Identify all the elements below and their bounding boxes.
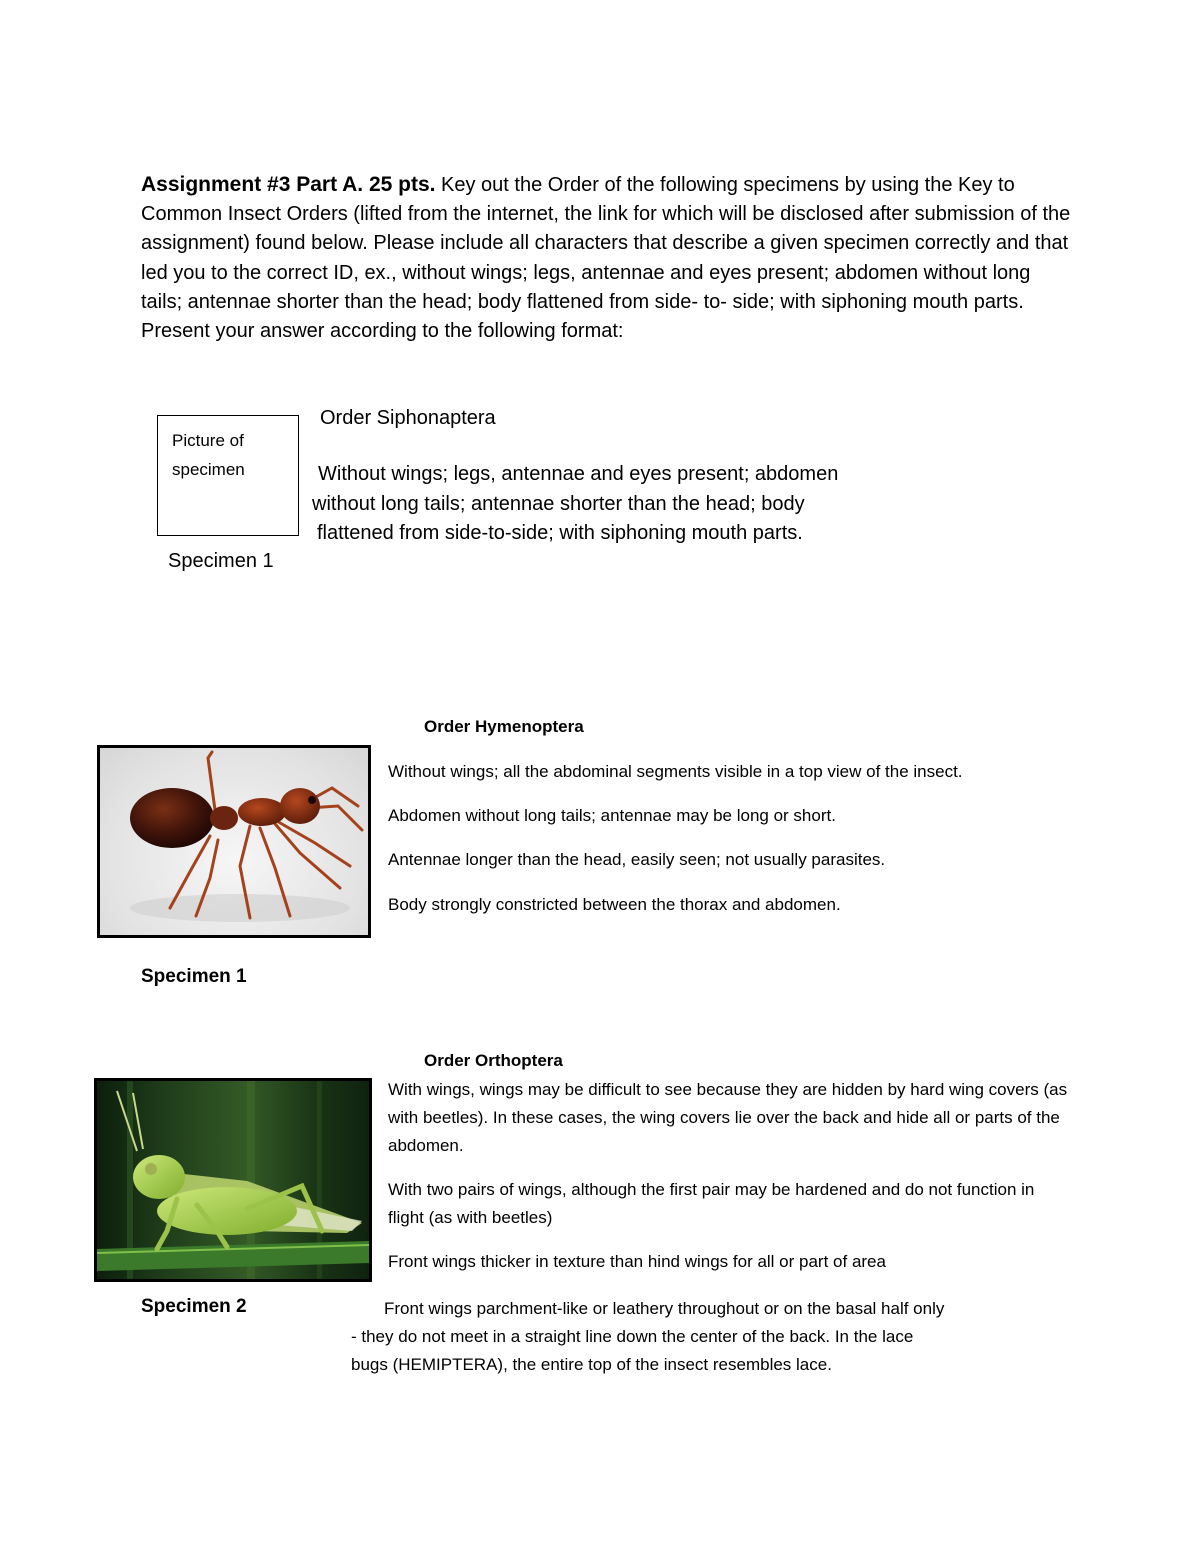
specimen1-order: Order Hymenoptera xyxy=(424,717,584,736)
specimen1-char-3: Antennae longer than the head, easily seen; not usually parasites. xyxy=(388,850,886,869)
assignment-instructions xyxy=(141,170,1071,346)
specimen1-char-2: Abdomen without long tails; antennae may be long or short. xyxy=(388,806,836,825)
specimen1-label: Specimen 1 xyxy=(141,966,247,987)
specimen2-final-line: Front wings parchment-like or leathery throughout or on the basal half only xyxy=(384,1299,945,1318)
specimen2-char-2: With two pairs of wings, although the first pair may be hardened and do not function in flight (as with beetles) xyxy=(388,1180,1035,1227)
example-desc-line: without long tails; antennae shorter than the head; body xyxy=(312,492,805,515)
specimen2-order: Order Orthoptera xyxy=(424,1051,563,1070)
example-desc-line: flattened from side-to-side; with siphoning mouth parts. xyxy=(317,522,803,544)
assignment-title: Assignment #3 Part A. 25 pts. xyxy=(141,173,436,196)
specimen2-final-line: bugs (HEMIPTERA), the entire top of the insect resembles lace. xyxy=(351,1355,832,1374)
specimen2-final-line: - they do not meet in a straight line down the center of the back. In the lace xyxy=(351,1327,914,1346)
example-description xyxy=(312,460,912,549)
specimen1-char-1: Without wings; all the abdominal segments visible in a top view of the insect. xyxy=(388,762,963,781)
specimen1-characters xyxy=(388,758,1038,919)
example-specimen-label: Specimen 1 xyxy=(168,550,274,572)
example-order-name: Order Siphonaptera xyxy=(320,407,496,429)
specimen2-final-character xyxy=(351,1295,1071,1379)
specimen2-char-3: Front wings thicker in texture than hind wings for all or part of area xyxy=(388,1252,886,1271)
specimen2-characters xyxy=(388,1076,1068,1276)
example-picture-box xyxy=(157,415,299,536)
specimen1-char-4: Body strongly constricted between the thorax and abdomen. xyxy=(388,895,841,914)
specimen2-label: Specimen 2 xyxy=(141,1296,247,1317)
specimen2-char-1: With wings, wings may be difficult to see because they are hidden by hard wing covers (as with beetles). In these cases, the wing covers lie over the back and hide all or parts of the abdomen. xyxy=(388,1080,1068,1155)
ant-illustration xyxy=(100,748,368,935)
specimen2-grasshopper-photo xyxy=(94,1078,372,1282)
example-picture-placeholder: Picture of specimen xyxy=(172,431,245,479)
specimen1-ant-photo xyxy=(97,745,371,938)
assignment-text: Key out the Order of the following specimens by using the Key to Common Insect Orders (lifted from the internet, the link for which will be disclosed after submission of the assignment) found below. Please include all characters that describe a given specimen correctly and that led you to the correct ID, ex., without wings; legs, antennae and eyes present; abdomen without long tails; antennae shorter than the head; body flattened from side- to- side; with siphoning mouth parts. Present your answer according to the following format: xyxy=(141,174,1071,343)
grasshopper-illustration xyxy=(97,1081,369,1279)
example-desc-line: Without wings; legs, antennae and eyes present; abdomen xyxy=(318,463,839,485)
